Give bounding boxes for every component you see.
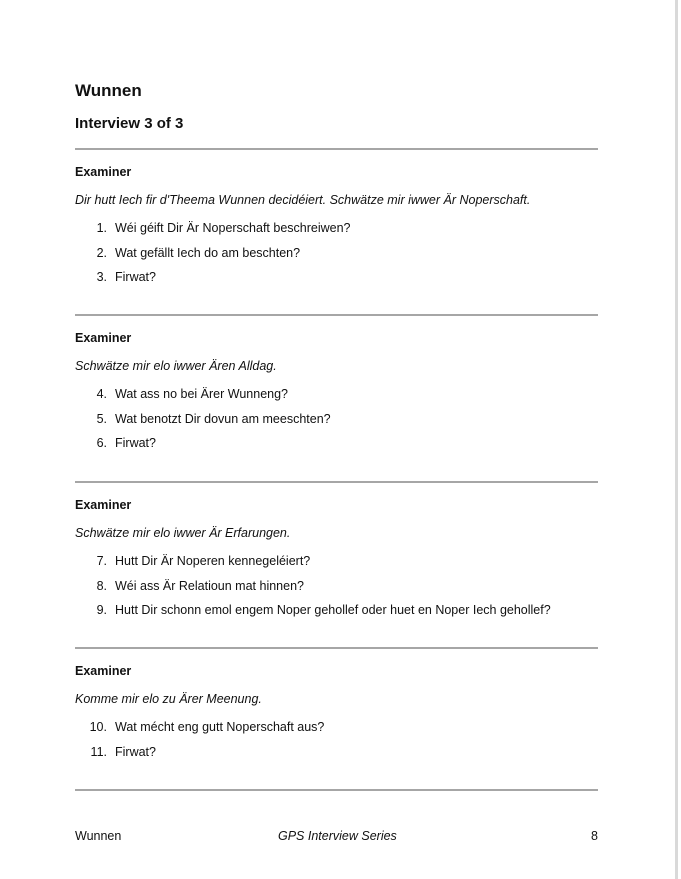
section-divider — [75, 481, 598, 483]
page-title: Wunnen — [75, 81, 142, 100]
question-text: Hutt Dir Är Noperen kennegeléiert? — [115, 554, 311, 568]
section-intro: Schwätze mir elo iwwer Är Erfarungen. — [75, 526, 291, 540]
question-number: 9. — [96, 603, 107, 618]
footer-series-title: GPS Interview Series — [278, 829, 397, 843]
footer-topic: Wunnen — [75, 829, 122, 843]
section-role-label: Examiner — [75, 498, 132, 512]
question-text: Wéi ass Är Relatioun mat hinnen? — [115, 578, 304, 593]
question-text: Firwat? — [115, 270, 156, 285]
section-role-label: Examiner — [75, 331, 132, 345]
question-text: Firwat? — [115, 744, 156, 759]
question-text: Hutt Dir schonn emol engem Noper gehollef oder huet en Noper Iech gehollef? — [115, 603, 551, 618]
section-divider — [75, 647, 598, 649]
question-text: Wat mécht eng gutt Noperschaft aus? — [115, 720, 325, 734]
section-divider — [75, 314, 598, 316]
question-number: 4. — [96, 387, 107, 401]
question-number: 8. — [96, 578, 107, 593]
footer-page-number: 8 — [591, 829, 598, 843]
section-intro: Dir hutt Iech fir d'Theema Wunnen decidéiert. Schwätze mir iwwer Är Noperschaft. — [75, 193, 531, 207]
question-number: 11. — [90, 744, 107, 759]
question-number: 10. — [89, 720, 107, 734]
section-role-label: Examiner — [75, 664, 132, 678]
question-number: 5. — [96, 411, 107, 426]
question-text: Firwat? — [115, 436, 156, 451]
section-role-label: Examiner — [75, 165, 132, 179]
section-divider — [75, 789, 598, 791]
question-number: 7. — [96, 554, 107, 568]
question-number: 1. — [96, 221, 107, 235]
question-number: 6. — [96, 436, 107, 451]
question-text: Wat benotzt Dir dovun am meeschten? — [115, 411, 331, 426]
page-subtitle: Interview 3 of 3 — [75, 115, 184, 132]
section-intro: Schwätze mir elo iwwer Ären Alldag. — [75, 359, 277, 373]
question-text: Wat gefällt Iech do am beschten? — [115, 245, 301, 260]
section-intro: Komme mir elo zu Ärer Meenung. — [75, 692, 262, 706]
question-number: 2. — [96, 245, 107, 260]
question-text: Wéi géift Dir Är Noperschaft beschreiwen? — [115, 221, 351, 235]
section-divider — [75, 148, 598, 150]
page-edge — [675, 0, 678, 879]
question-number: 3. — [96, 270, 107, 285]
question-text: Wat ass no bei Ärer Wunneng? — [115, 387, 289, 401]
